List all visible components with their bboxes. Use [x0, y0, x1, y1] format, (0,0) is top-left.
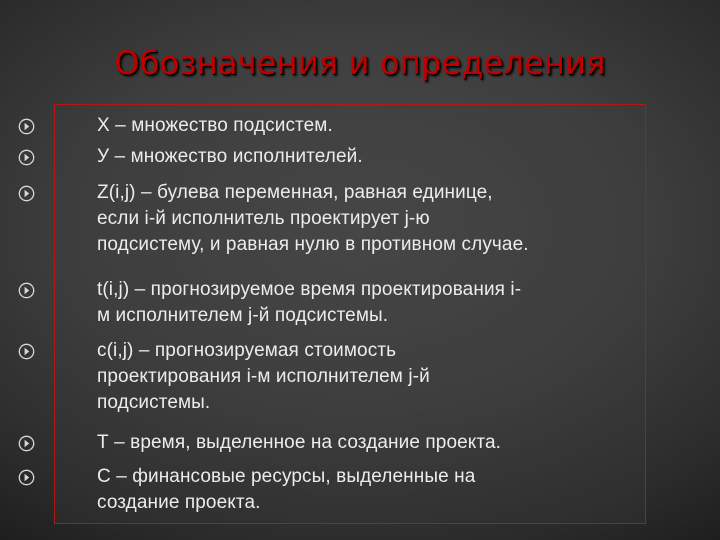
circled-arrow-icon [18, 185, 35, 202]
circled-arrow-icon [18, 343, 35, 360]
list-item-text [97, 338, 657, 416]
slide-title: Обозначения и определения [114, 44, 606, 82]
list-item-line: c(i,j) – прогнозируемая стоимость [97, 340, 397, 361]
list-item-text [97, 113, 657, 139]
circled-arrow-icon [18, 282, 35, 299]
circled-arrow-icon [18, 118, 35, 135]
list-item-line: t(i,j) – прогнозируемое время проектирования i- [97, 279, 522, 300]
list-item-line: если i-й исполнитель проектирует j-ю [97, 208, 430, 229]
list-item-text [97, 144, 657, 170]
list-item-line: подсистемы. [97, 392, 211, 413]
list-item-line: подсистему, и равная нулю в противном случае. [97, 234, 529, 255]
list-item-text [97, 464, 657, 516]
circled-arrow-icon [18, 149, 35, 166]
list-item-text [97, 277, 657, 329]
circled-arrow-icon [18, 469, 35, 486]
list-item-line: Z(i,j) – булева переменная, равная единице, [97, 182, 493, 203]
circled-arrow-icon [18, 435, 35, 452]
list-item-line: С – финансовые ресурсы, выделенные на [97, 466, 476, 487]
list-item-text [97, 180, 657, 258]
list-item-line: Т – время, выделенное на создание проекта. [97, 432, 502, 453]
list-item-line: У – множество исполнителей. [97, 146, 363, 167]
list-item-line: проектирования i-м исполнителем j-й [97, 366, 430, 387]
list-item-line: м исполнителем j-й подсистемы. [97, 305, 389, 326]
list-item-line: создание проекта. [97, 492, 261, 513]
list-item-line: Х – множество подсистем. [97, 115, 333, 136]
list-item-text [97, 430, 657, 456]
